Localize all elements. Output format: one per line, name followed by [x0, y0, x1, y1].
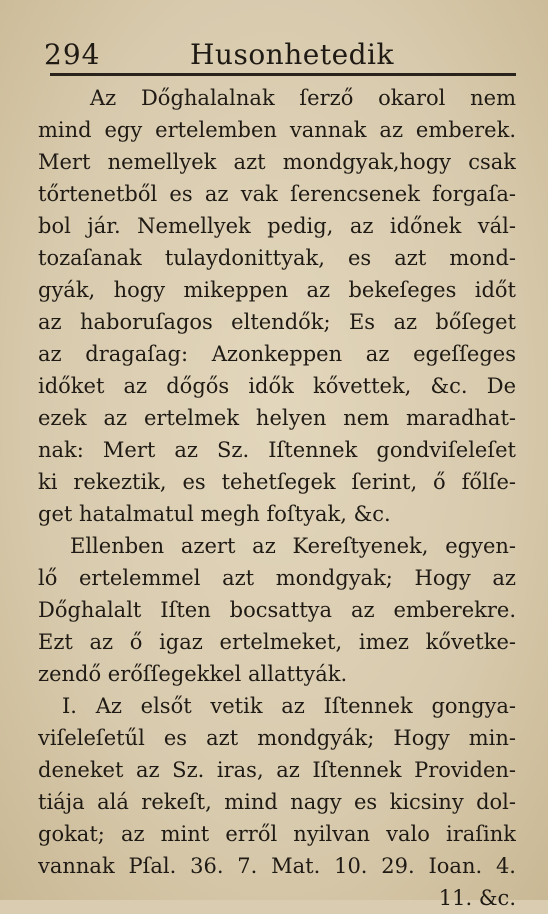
text-line: az haboruſagos eltendők; Es az bőſeget	[38, 310, 516, 334]
text-line: deneket az Sz. iras, az Iſtennek Providen-	[38, 758, 516, 782]
text-line: ki rekeztik, es tehetſegek ſerint, ő főlſe-	[38, 470, 516, 494]
text-line: időket az dőgős idők kővettek, &c. De	[38, 374, 516, 398]
text-line: Dőghalalt Iſten bocsattya az emberekre.	[38, 598, 516, 622]
text-line: nak: Mert az Sz. Iſtennek gondviſeleſet	[38, 438, 516, 462]
running-head: Husonhetedik	[190, 38, 394, 71]
header-rule	[50, 73, 516, 76]
text-line: gokat; az mint erről nyilvan valo iraſink	[38, 822, 516, 846]
text-line: vannak Pſal. 36. 7. Mat. 10. 29. Ioan. 4.	[38, 854, 516, 878]
text-line: get hatalmatul megh foſtyak, &c.	[38, 502, 391, 526]
text-line: lő ertelemmel azt mondgyak; Hogy az	[38, 566, 516, 590]
text-line: Az Dőghalalnak ſerző okarol nem	[90, 86, 516, 110]
text-line: ezek az ertelmek helyen nem maradhat-	[38, 406, 516, 430]
text-line: I. Az elsőt vetik az Iſtennek gongya-	[62, 694, 516, 718]
text-line: Ellenben azert az Kereſtyenek, egyen-	[70, 534, 516, 558]
text-line: Ezt az ő igaz ertelmeket, imez kővetke-	[38, 630, 516, 654]
body-text	[38, 82, 516, 914]
text-line: bol jár. Nemellyek pedig, az időnek vál-	[38, 214, 516, 238]
text-line: tozaſanak tulaydonittyak, es azt mond-	[38, 246, 516, 270]
text-line: tiája alá rekeſt, mind nagy es kicsiny dol-	[38, 790, 516, 814]
text-line: Mert nemellyek azt mondgyak,hogy csak	[38, 150, 516, 174]
page-number: 294	[44, 38, 101, 71]
page-header	[0, 34, 548, 74]
text-line: tőrtenetből es az vak ſerencsenek forgaſa-	[38, 182, 516, 206]
text-line: mind egy ertelemben vannak az emberek.	[38, 118, 516, 142]
text-line: viſeleſetűl es azt mondgyák; Hogy min-	[38, 726, 516, 750]
text-line: az dragaſag: Azonkeppen az egeſſeges	[38, 342, 516, 366]
text-line: 11. &c.	[438, 886, 516, 910]
text-line: gyák, hogy mikeppen az bekeſeges időt	[38, 278, 516, 302]
text-line: zendő erőſſegekkel allattyák.	[38, 662, 348, 686]
